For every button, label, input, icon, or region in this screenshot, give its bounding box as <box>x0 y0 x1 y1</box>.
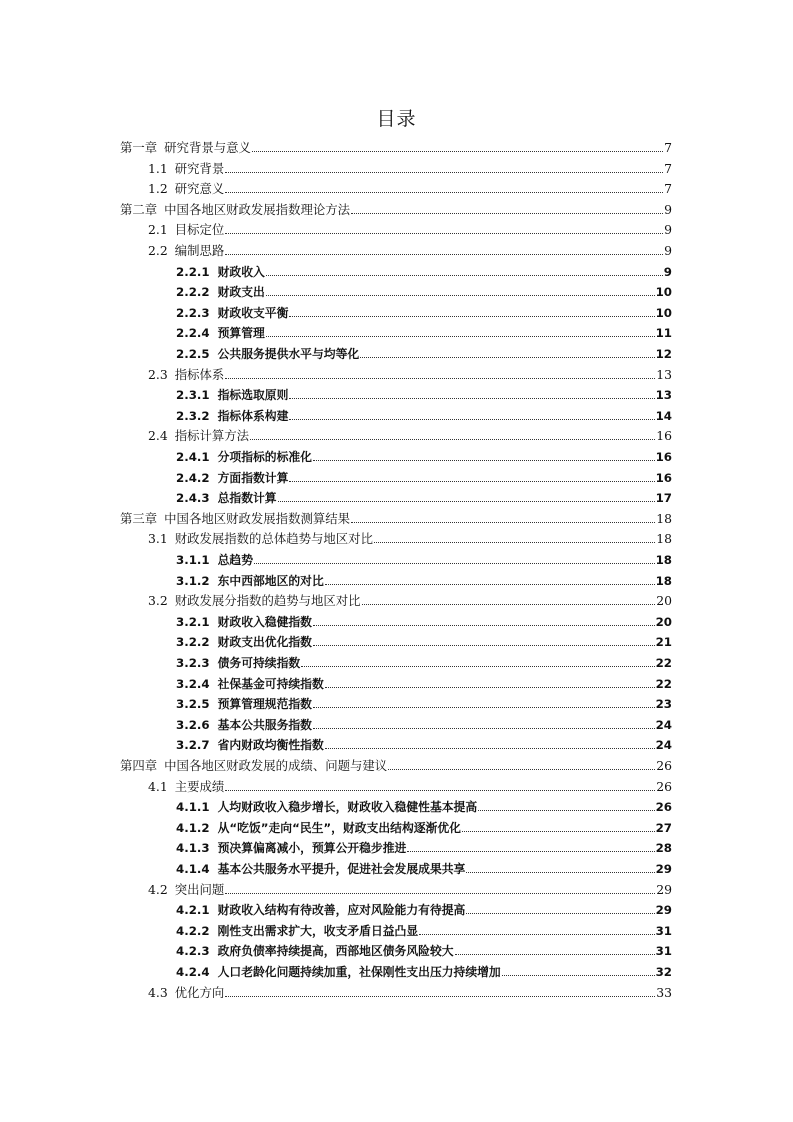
toc-entry[interactable] <box>176 385 672 406</box>
toc-entry[interactable] <box>148 529 672 550</box>
toc-entry-title: 预决算偏离减小，预算公开稳步推进 <box>217 841 407 856</box>
toc-entry-number: 4.1 <box>148 778 168 794</box>
toc-entry-title: 政府负债率持续提高，西部地区债务风险较大 <box>217 944 454 959</box>
toc-entry[interactable] <box>176 406 672 427</box>
toc-entry[interactable] <box>176 962 672 983</box>
toc-entry-number: 3.2.5 <box>176 697 210 712</box>
toc-entry-number: 2.4.2 <box>176 470 210 485</box>
toc-entry-page: 18 <box>656 510 672 526</box>
dot-leader <box>225 172 663 173</box>
toc-entry-title: 人均财政收入稳步增长，财政收入稳健性基本提高 <box>217 800 478 815</box>
toc-entry-page: 9 <box>664 201 672 217</box>
toc-entry[interactable] <box>176 838 672 859</box>
toc-entry-title: 目标定位 <box>174 222 225 238</box>
dot-leader <box>313 645 655 646</box>
toc-entry-number: 3.2.4 <box>176 676 210 691</box>
dot-leader <box>225 790 655 791</box>
toc-entry[interactable] <box>176 344 672 365</box>
toc-entry-page: 29 <box>655 862 672 876</box>
dot-leader <box>374 542 655 543</box>
dot-leader <box>252 151 663 152</box>
toc-entry-title: 财政发展指数的总体趋势与地区对比 <box>174 531 373 547</box>
toc-entry-page: 26 <box>655 800 672 815</box>
toc-entry-number: 3.2.1 <box>176 614 210 629</box>
toc-entry[interactable] <box>148 220 672 241</box>
toc-entry-page: 20 <box>655 614 672 629</box>
toc-entry-number: 3.2.2 <box>176 635 210 650</box>
toc-entry-title: 研究背景与意义 <box>164 140 251 155</box>
toc-entry[interactable] <box>148 777 672 798</box>
toc-entry-page: 13 <box>655 388 672 403</box>
toc-entry-page: 27 <box>655 820 672 835</box>
toc-entry-title: 指标计算方法 <box>174 428 250 444</box>
toc-entry[interactable] <box>176 488 672 509</box>
dot-leader <box>225 893 655 894</box>
dot-leader <box>289 419 654 420</box>
toc-entry-page: 21 <box>655 635 672 650</box>
toc-entry-number: 2.2.4 <box>176 326 210 341</box>
toc-entry-page: 32 <box>655 965 672 979</box>
toc-entry-page: 31 <box>655 923 672 938</box>
toc-entry-number: 2.4.3 <box>176 491 210 506</box>
toc-entry-number: 2.4 <box>148 428 168 444</box>
dot-leader <box>351 213 663 214</box>
dot-leader <box>225 378 655 379</box>
dot-leader <box>289 316 654 317</box>
toc-entry-page: 12 <box>655 347 672 361</box>
toc-entry-title: 研究背景 <box>174 160 225 176</box>
toc-entry-page: 17 <box>655 491 672 506</box>
dot-leader <box>225 996 655 997</box>
toc-entry[interactable] <box>176 468 672 489</box>
dot-leader <box>278 501 655 502</box>
toc-entry-title: 方面指数计算 <box>217 470 289 485</box>
dot-leader <box>225 233 663 234</box>
toc-entry-number: 2.2 <box>148 243 168 258</box>
dot-leader <box>250 439 655 440</box>
toc-entry[interactable] <box>176 323 672 344</box>
toc-entry[interactable] <box>148 880 672 901</box>
toc-entry-title: 预算管理 <box>217 326 265 341</box>
dot-leader <box>325 748 655 749</box>
toc-entry-number: 2.2.3 <box>176 305 210 320</box>
toc-entry-number: 2.2.1 <box>176 264 210 279</box>
toc-entry[interactable] <box>176 262 672 283</box>
dot-leader <box>466 913 654 914</box>
dot-leader <box>313 728 655 729</box>
toc-entry-page: 7 <box>664 181 672 197</box>
toc-entry-title: 刚性支出需求扩大，收支矛盾日益凸显 <box>217 923 419 938</box>
toc-entry-title: 中国各地区财政发展指数理论方法 <box>164 201 351 217</box>
toc-entry[interactable] <box>176 818 672 839</box>
dot-leader <box>301 666 654 667</box>
toc-entry-title: 中国各地区财政发展的成绩、问题与建议 <box>164 758 388 773</box>
toc-entry-number: 4.1.2 <box>176 820 210 835</box>
toc-entry-title: 总指数计算 <box>217 491 277 506</box>
dot-leader <box>313 460 655 461</box>
dot-leader <box>225 192 663 193</box>
toc-entry-page: 26 <box>656 778 672 794</box>
toc-entry[interactable] <box>176 921 672 942</box>
toc-entry[interactable] <box>176 941 672 962</box>
toc-entry-number: 4.2.1 <box>176 903 210 918</box>
toc-entry-title: 基本公共服务水平提升，促进社会发展成果共享 <box>217 862 466 876</box>
dot-leader <box>502 975 655 976</box>
toc-entry[interactable] <box>176 735 672 756</box>
toc-entry-title: 财政收入结构有待改善，应对风险能力有待提高 <box>217 903 466 918</box>
toc-entry-number: 3.1 <box>148 531 168 547</box>
toc-entry-page: 16 <box>656 428 672 444</box>
toc-entry-number: 3.1.1 <box>176 553 210 567</box>
toc-entry-title: 编制思路 <box>174 243 225 258</box>
toc-entry-title: 债务可持续指数 <box>217 656 301 670</box>
dot-leader <box>254 563 655 564</box>
toc-entry-title: 指标体系构建 <box>217 408 289 423</box>
toc-entry[interactable] <box>120 756 672 777</box>
toc-entry[interactable] <box>176 694 672 715</box>
toc-entry-title: 从“吃饭”走向“民生”，财政支出结构逐渐优化 <box>217 820 461 835</box>
toc-entry-number: 4.1.1 <box>176 800 210 815</box>
toc-entry-page: 9 <box>663 264 672 279</box>
toc-entry-page: 26 <box>656 758 672 773</box>
toc-entry-page: 13 <box>656 366 672 382</box>
toc-entry-number: 4.1.4 <box>176 862 210 876</box>
toc-entry-title: 财政支出优化指数 <box>217 635 312 650</box>
toc-entry[interactable] <box>148 241 672 262</box>
toc-entry-number: 2.3.1 <box>176 388 210 403</box>
toc-entry-number: 2.3 <box>148 366 168 382</box>
dot-leader <box>266 336 655 337</box>
toc-entry-number: 第三章 <box>120 510 158 526</box>
toc-entry-page: 16 <box>655 450 672 464</box>
toc-entry[interactable] <box>120 138 672 159</box>
toc-entry[interactable] <box>176 282 672 303</box>
dot-leader <box>289 481 654 482</box>
toc-entry-number: 2.1 <box>148 222 168 238</box>
dot-leader <box>266 295 655 296</box>
toc-entry-title: 人口老龄化问题持续加重，社保刚性支出压力持续增加 <box>217 965 501 979</box>
toc-entry-number: 2.3.2 <box>176 408 210 423</box>
dot-leader <box>266 275 663 276</box>
toc-entry-page: 24 <box>655 738 672 753</box>
dot-leader <box>466 872 654 873</box>
toc-entry-number: 第一章 <box>120 140 158 155</box>
dot-leader <box>225 254 663 255</box>
dot-leader <box>455 954 655 955</box>
dot-leader <box>462 831 655 832</box>
toc-entry[interactable] <box>148 159 672 180</box>
toc-entry[interactable] <box>148 591 672 612</box>
toc-entry-title: 研究意义 <box>174 181 225 197</box>
toc-entry[interactable] <box>148 983 672 1004</box>
toc-entry[interactable] <box>176 797 672 818</box>
toc-entry[interactable] <box>148 426 672 447</box>
toc-entry-title: 财政收入 <box>217 264 265 279</box>
page-title: 目录 <box>376 108 417 130</box>
toc-entry-number: 4.2.2 <box>176 923 210 938</box>
toc-entry-title: 财政收入稳健指数 <box>217 614 312 629</box>
toc-entry-number: 4.1.3 <box>176 841 210 856</box>
toc-entry-page: 11 <box>655 326 672 341</box>
dot-leader <box>313 707 655 708</box>
toc-entry-page: 7 <box>664 160 672 176</box>
dot-leader <box>325 584 655 585</box>
dot-leader <box>313 625 655 626</box>
toc-entry-page: 24 <box>655 717 672 732</box>
toc-entry-page: 29 <box>655 903 672 918</box>
toc-entry-page: 9 <box>664 222 672 238</box>
toc-entry-number: 3.2.7 <box>176 738 210 753</box>
toc-entry[interactable] <box>120 200 672 221</box>
toc-entry-number: 3.2.3 <box>176 656 210 670</box>
toc-entry[interactable] <box>176 612 672 633</box>
toc-entry-number: 3.1.2 <box>176 573 210 588</box>
toc-entry-number: 2.2.5 <box>176 347 210 361</box>
toc-entry-page: 23 <box>655 697 672 712</box>
toc-entry[interactable] <box>176 447 672 468</box>
toc-entry[interactable] <box>176 571 672 592</box>
toc-entry-number: 4.2 <box>148 881 168 897</box>
toc-entry[interactable] <box>176 653 672 674</box>
dot-leader <box>478 810 654 811</box>
toc-entry[interactable] <box>120 509 672 530</box>
toc-entry-title: 优化方向 <box>174 984 225 1000</box>
dot-leader <box>360 357 654 358</box>
toc-entry-title: 公共服务提供水平与均等化 <box>217 347 360 361</box>
toc-entry-page: 9 <box>664 243 672 258</box>
dot-leader <box>419 934 654 935</box>
toc-entry-title: 东中西部地区的对比 <box>217 573 324 588</box>
toc-entry-page: 18 <box>655 573 672 588</box>
toc-entry-number: 第四章 <box>120 758 158 773</box>
dot-leader <box>351 522 655 523</box>
toc-entry[interactable] <box>176 900 672 921</box>
toc-entry[interactable] <box>148 179 672 200</box>
toc-entry-number: 2.2.2 <box>176 285 210 300</box>
toc-entry-title: 财政发展分指数的趋势与地区对比 <box>174 593 361 609</box>
toc-entry[interactable] <box>176 674 672 695</box>
toc-entry-title: 突出问题 <box>174 881 225 897</box>
toc-entry-page: 10 <box>655 285 672 300</box>
toc-entry[interactable] <box>176 715 672 736</box>
toc-entry-page: 20 <box>656 593 672 609</box>
toc-entry-page: 7 <box>664 140 672 155</box>
toc-entry-page: 18 <box>655 553 672 567</box>
toc-entry[interactable] <box>176 550 672 571</box>
toc-entry-page: 28 <box>655 841 672 856</box>
toc-entry-title: 财政收支平衡 <box>217 305 289 320</box>
toc-entry-page: 29 <box>656 881 672 897</box>
toc-entry-title: 社保基金可持续指数 <box>217 676 324 691</box>
toc-entry-number: 4.2.4 <box>176 965 210 979</box>
toc-entry-page: 22 <box>655 656 672 670</box>
toc-entry[interactable] <box>176 303 672 324</box>
toc-entry-number: 3.2 <box>148 593 168 609</box>
toc-entry-title: 指标体系 <box>174 366 225 382</box>
toc-entry-title: 主要成绩 <box>174 778 225 794</box>
toc-entry[interactable] <box>176 859 672 880</box>
toc-entry[interactable] <box>176 632 672 653</box>
toc-entry-title: 预算管理规范指数 <box>217 697 312 712</box>
toc-entry-number: 4.3 <box>148 984 168 1000</box>
dot-leader <box>407 851 654 852</box>
toc-entry-title: 中国各地区财政发展指数测算结果 <box>164 510 351 526</box>
toc-entry-page: 33 <box>656 984 672 1000</box>
toc-entry-number: 第二章 <box>120 201 158 217</box>
toc-entry-number: 1.1 <box>148 160 168 176</box>
dot-leader <box>325 687 655 688</box>
toc-entry[interactable] <box>148 365 672 386</box>
toc-entry-page: 22 <box>655 676 672 691</box>
dot-leader <box>289 398 654 399</box>
toc-entry-title: 省内财政均衡性指数 <box>217 738 324 753</box>
toc-entry-number: 2.4.1 <box>176 450 210 464</box>
toc-entry-title: 总趋势 <box>217 553 253 567</box>
toc-entry-number: 4.2.3 <box>176 944 210 959</box>
dot-leader <box>362 604 656 605</box>
toc-entry-page: 31 <box>655 944 672 959</box>
toc-entry-title: 基本公共服务指数 <box>217 717 312 732</box>
dot-leader <box>388 769 655 770</box>
toc-entry-title: 指标选取原则 <box>217 388 289 403</box>
toc-entry-page: 18 <box>656 531 672 547</box>
toc-entry-title: 分项指标的标准化 <box>217 450 312 464</box>
toc-entry-page: 10 <box>655 305 672 320</box>
toc-entry-page: 16 <box>655 470 672 485</box>
toc-entry-number: 1.2 <box>148 181 168 197</box>
toc-entry-number: 3.2.6 <box>176 717 210 732</box>
toc-entry-title: 财政支出 <box>217 285 265 300</box>
toc-entry-page: 14 <box>655 408 672 423</box>
